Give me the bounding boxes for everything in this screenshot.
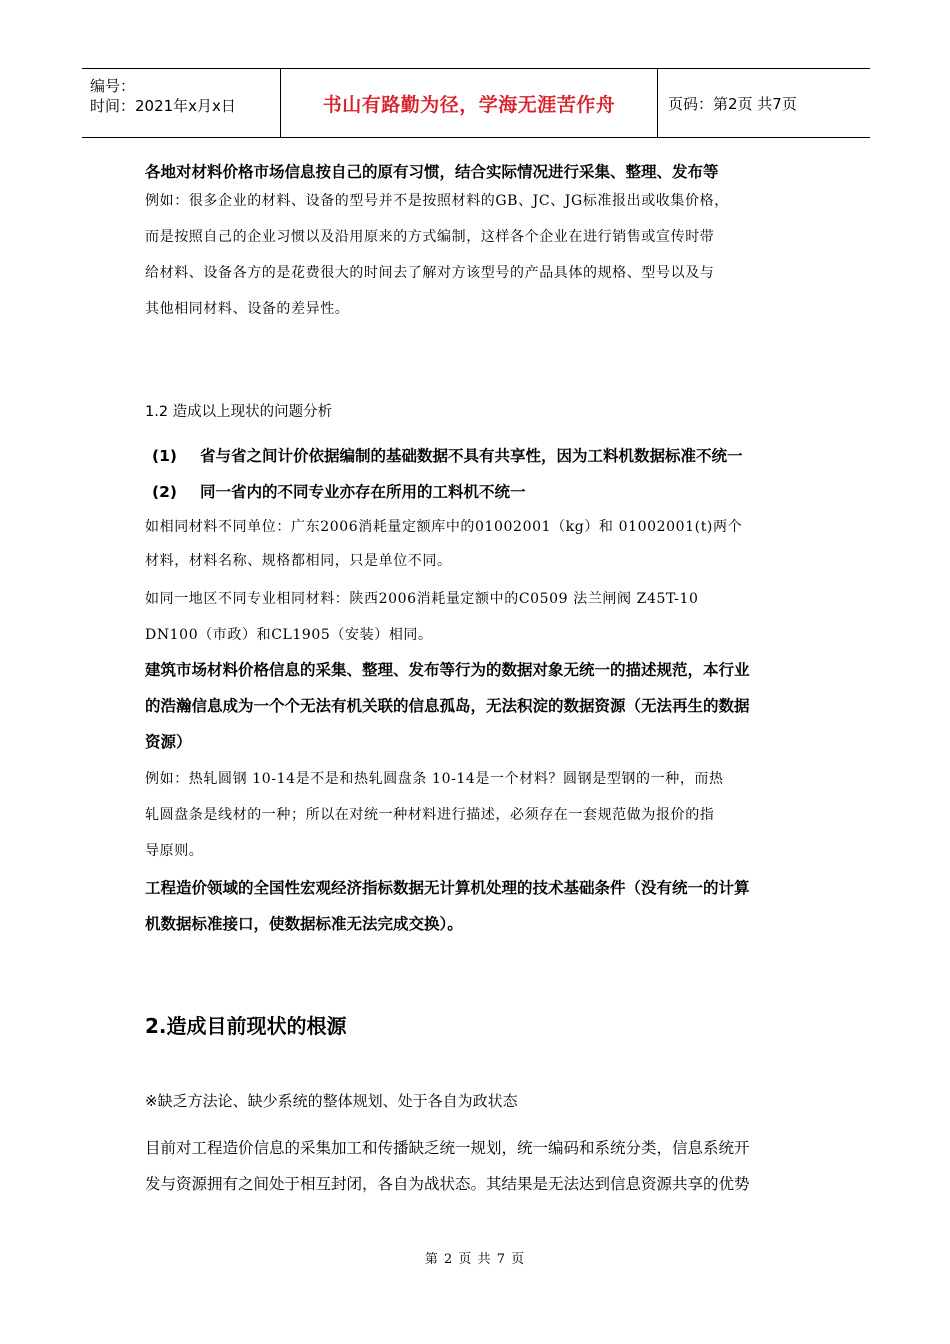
list-item-text: 省与省之间计价依据编制的基础数据不具有共享性，因为工料机数据标准不统一	[200, 447, 743, 465]
example-line: DN100（市政）和CL1905（安装）相同。	[145, 627, 433, 643]
example-line: 例如：热轧圆钢 10-14是不是和热轧圆盘条 10-14是一个材料？圆钢是型钢的一种，而热	[145, 771, 724, 787]
example-line: 给材料、设备各方的是花费很大的时间去了解对方该型号的产品具体的规格、型号以及与	[145, 265, 715, 281]
example-line: 如同一地区不同专业相同材料：陕西2006消耗量定额中的C0509 法兰闸阀 Z45T-10	[145, 591, 699, 607]
list-item-number: (1)	[152, 447, 177, 465]
section-heading-2: 2.造成目前现状的根源	[145, 1014, 347, 1038]
example-line: 而是按照自己的企业习惯以及沿用原来的方式编制，这样各个企业在进行销售或宣传时带	[145, 229, 715, 245]
body-line: 发与资源拥有之间处于相互封闭，各自为战状态。其结果是无法达到信息资源共享的优势	[145, 1175, 750, 1193]
paragraph-intro: 各地对材料价格市场信息按自己的原有习惯，结合实际情况进行采集、整理、发布等	[145, 163, 719, 181]
list-item	[152, 480, 526, 502]
bold-paragraph-line: 资源）	[145, 733, 192, 751]
header-left-cell	[82, 69, 281, 137]
body-line: 目前对工程造价信息的采集加工和传播缺乏统一规划，统一编码和系统分类，信息系统开	[145, 1139, 750, 1157]
header-page-info: 页码：第2页 共7页	[668, 94, 797, 113]
list-item-number: (2)	[152, 483, 177, 501]
example-line: 导原则。	[145, 843, 204, 859]
example-line: 如相同材料不同单位：广东2006消耗量定额库中的01002001（kg）和 01002001(t)两个	[145, 519, 743, 535]
example-line: 轧圆盘条是线材的一种；所以在对统一种材料进行描述，必须存在一套规范做为报价的指	[145, 807, 715, 823]
header-right-cell	[658, 69, 870, 137]
page-footer: 第 2 页 共 7 页	[424, 1252, 526, 1267]
list-item-text: 同一省内的不同专业亦存在所用的工料机不统一	[200, 483, 526, 501]
bold-paragraph-line: 机数据标准接口，使数据标准无法完成交换）。	[145, 915, 463, 933]
header-motto: 书山有路勤为径，学海无涯苦作舟	[322, 93, 616, 116]
list-item	[152, 444, 743, 466]
example-line: 例如：很多企业的材料、设备的型号并不是按照材料的GB、JC、JG标准报出或收集价格，	[145, 193, 729, 209]
document-code-label: 编号：	[90, 77, 136, 95]
sub-heading: ※缺乏方法论、缺少系统的整体规划、处于各自为政状态	[145, 1092, 518, 1110]
document-time-label: 时间：2021年x月x日	[90, 97, 236, 115]
header-middle-cell	[281, 69, 658, 137]
section-heading-1-2: 1.2 造成以上现状的问题分析	[145, 404, 333, 420]
bold-paragraph-line: 的浩瀚信息成为一个个无法有机关联的信息孤岛，无法积淀的数据资源（无法再生的数据	[145, 697, 750, 715]
example-line: 材料，材料名称、规格都相同，只是单位不同。	[145, 553, 452, 569]
bold-paragraph-line: 建筑市场材料价格信息的采集、整理、发布等行为的数据对象无统一的描述规范，本行业	[145, 661, 750, 679]
example-line: 其他相同材料、设备的差异性。	[145, 301, 350, 317]
page-header	[82, 68, 870, 138]
bold-paragraph-line: 工程造价领域的全国性宏观经济指标数据无计算机处理的技术基础条件（没有统一的计算	[145, 879, 750, 897]
